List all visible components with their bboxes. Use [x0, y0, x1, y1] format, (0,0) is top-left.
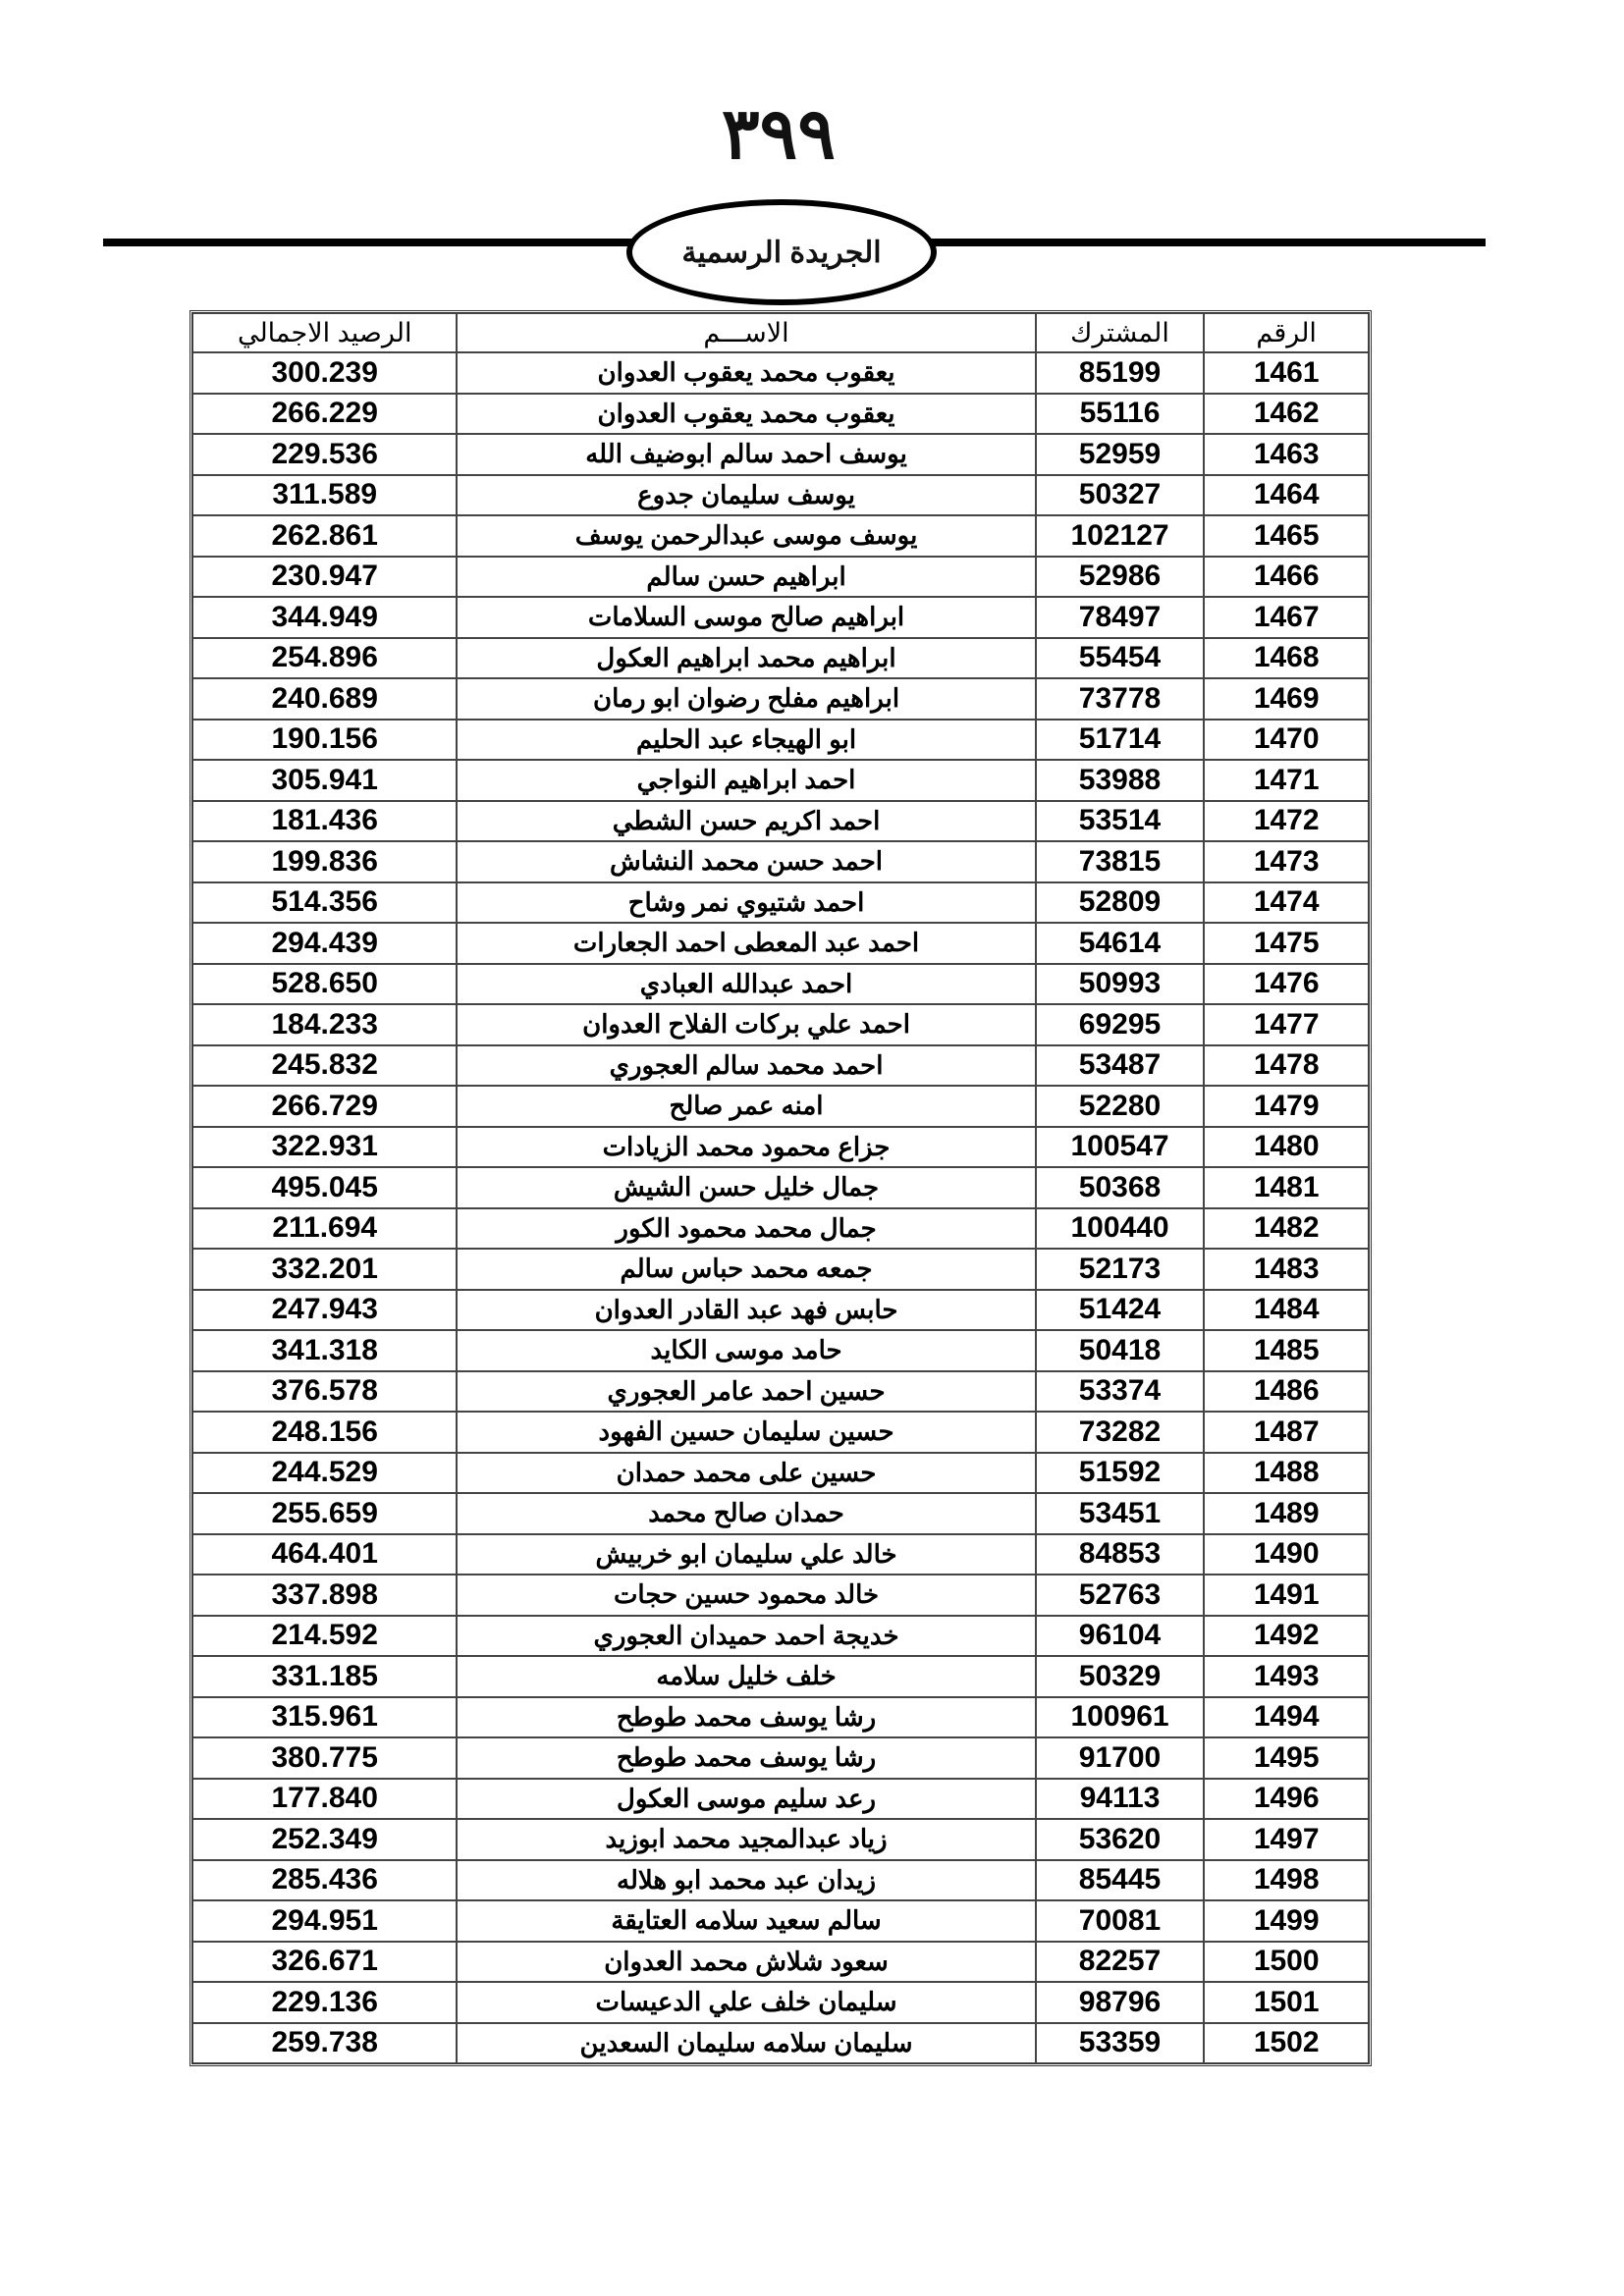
cell-subscriber: 98796: [1036, 1982, 1205, 2023]
table-row: [192, 801, 1369, 842]
table-row: [192, 1249, 1369, 1290]
table-row: [192, 1412, 1369, 1453]
cell-number: 1466: [1204, 557, 1369, 598]
cell-balance: 341.318: [192, 1330, 457, 1371]
cell-name: حسين سليمان حسين الفهود: [457, 1412, 1035, 1453]
table-row: [192, 1045, 1369, 1087]
cell-number: 1478: [1204, 1045, 1369, 1087]
table-header-row: [192, 313, 1369, 352]
table-row: [192, 720, 1369, 761]
cell-name: امنه عمر صالح: [457, 1086, 1035, 1127]
table-row: [192, 352, 1369, 394]
cell-subscriber: 84853: [1036, 1534, 1205, 1575]
cell-subscriber: 73778: [1036, 678, 1205, 720]
cell-number: 1482: [1204, 1208, 1369, 1250]
cell-balance: 376.578: [192, 1371, 457, 1413]
cell-subscriber: 82257: [1036, 1942, 1205, 1983]
table-row: [192, 1208, 1369, 1250]
cell-number: 1497: [1204, 1819, 1369, 1860]
cell-subscriber: 52763: [1036, 1575, 1205, 1616]
cell-number: 1475: [1204, 923, 1369, 964]
cell-balance: 245.832: [192, 1045, 457, 1087]
table-row: [192, 1860, 1369, 1901]
cell-balance: 184.233: [192, 1004, 457, 1045]
cell-subscriber: 50368: [1036, 1167, 1205, 1208]
cell-subscriber: 53359: [1036, 2023, 1205, 2064]
cell-number: 1471: [1204, 760, 1369, 801]
cell-number: 1479: [1204, 1086, 1369, 1127]
cell-subscriber: 51592: [1036, 1453, 1205, 1494]
table-row: [192, 434, 1369, 475]
cell-balance: 380.775: [192, 1737, 457, 1779]
cell-name: ابراهيم محمد ابراهيم العكول: [457, 638, 1035, 679]
table-row: [192, 1779, 1369, 1820]
cell-subscriber: 55116: [1036, 394, 1205, 435]
table-row: [192, 597, 1369, 638]
cell-name: جزاع محمود محمد الزيادات: [457, 1127, 1035, 1168]
cell-balance: 181.436: [192, 801, 457, 842]
cell-balance: 514.356: [192, 882, 457, 924]
cell-subscriber: 51424: [1036, 1290, 1205, 1331]
cell-number: 1483: [1204, 1249, 1369, 1290]
cell-number: 1498: [1204, 1860, 1369, 1901]
cell-subscriber: 53374: [1036, 1371, 1205, 1413]
cell-subscriber: 100440: [1036, 1208, 1205, 1250]
table-row: [192, 678, 1369, 720]
cell-balance: 322.931: [192, 1127, 457, 1168]
cell-number: 1468: [1204, 638, 1369, 679]
cell-name: يعقوب محمد يعقوب العدوان: [457, 352, 1035, 394]
cell-subscriber: 52280: [1036, 1086, 1205, 1127]
cell-subscriber: 73282: [1036, 1412, 1205, 1453]
cell-subscriber: 50993: [1036, 964, 1205, 1005]
cell-balance: 211.694: [192, 1208, 457, 1250]
table-row: [192, 475, 1369, 516]
cell-balance: 262.861: [192, 515, 457, 557]
cell-number: 1491: [1204, 1575, 1369, 1616]
cell-subscriber: 52986: [1036, 557, 1205, 598]
table-row: [192, 1575, 1369, 1616]
cell-number: 1496: [1204, 1779, 1369, 1820]
cell-subscriber: 102127: [1036, 515, 1205, 557]
column-header-number: الرقم: [1204, 313, 1369, 352]
cell-name: ابراهيم صالح موسى السلامات: [457, 597, 1035, 638]
cell-number: 1487: [1204, 1412, 1369, 1453]
cell-name: رشا يوسف محمد طوطح: [457, 1697, 1035, 1738]
cell-number: 1470: [1204, 720, 1369, 761]
cell-name: خلف خليل سلامه: [457, 1656, 1035, 1697]
cell-name: ابراهيم حسن سالم: [457, 557, 1035, 598]
cell-number: 1476: [1204, 964, 1369, 1005]
cell-balance: 190.156: [192, 720, 457, 761]
cell-balance: 229.536: [192, 434, 457, 475]
table-row: [192, 760, 1369, 801]
cell-name: خالد محمود حسين حجات: [457, 1575, 1035, 1616]
cell-balance: 464.401: [192, 1534, 457, 1575]
cell-balance: 344.949: [192, 597, 457, 638]
cell-balance: 311.589: [192, 475, 457, 516]
cell-balance: 252.349: [192, 1819, 457, 1860]
cell-balance: 255.659: [192, 1493, 457, 1534]
cell-balance: 300.239: [192, 352, 457, 394]
table-row: [192, 394, 1369, 435]
cell-balance: 177.840: [192, 1779, 457, 1820]
table-row: [192, 515, 1369, 557]
cell-balance: 230.947: [192, 557, 457, 598]
table-row: [192, 638, 1369, 679]
cell-balance: 294.951: [192, 1900, 457, 1942]
cell-number: 1485: [1204, 1330, 1369, 1371]
column-header-subscriber: المشترك: [1036, 313, 1205, 352]
table-row: [192, 1697, 1369, 1738]
cell-subscriber: 52173: [1036, 1249, 1205, 1290]
page-number: ٣٩٩: [721, 91, 836, 175]
cell-name: ابو الهيجاء عبد الحليم: [457, 720, 1035, 761]
gazette-title-ellipse: [626, 199, 937, 305]
cell-name: سليمان خلف علي الدعيسات: [457, 1982, 1035, 2023]
cell-number: 1465: [1204, 515, 1369, 557]
cell-name: يوسف سليمان جدوع: [457, 475, 1035, 516]
cell-number: 1484: [1204, 1290, 1369, 1331]
cell-subscriber: 100961: [1036, 1697, 1205, 1738]
cell-balance: 247.943: [192, 1290, 457, 1331]
table-row: [192, 1656, 1369, 1697]
cell-name: احمد عبدالله العبادي: [457, 964, 1035, 1005]
table-row: [192, 1167, 1369, 1208]
cell-subscriber: 85445: [1036, 1860, 1205, 1901]
cell-name: حابس فهد عبد القادر العدوان: [457, 1290, 1035, 1331]
table-row: [192, 841, 1369, 882]
table-row: [192, 1900, 1369, 1942]
cell-name: حمدان صالح محمد: [457, 1493, 1035, 1534]
cell-name: احمد ابراهيم النواجي: [457, 760, 1035, 801]
cell-name: سليمان سلامه سليمان السعدين: [457, 2023, 1035, 2064]
cell-name: رعد سليم موسى العكول: [457, 1779, 1035, 1820]
table-row: [192, 1737, 1369, 1779]
cell-name: جمعه محمد حباس سالم: [457, 1249, 1035, 1290]
table-row: [192, 1290, 1369, 1331]
cell-name: احمد علي بركات الفلاح العدوان: [457, 1004, 1035, 1045]
cell-subscriber: 50327: [1036, 475, 1205, 516]
cell-number: 1493: [1204, 1656, 1369, 1697]
gazette-title: الجريدة الرسمية: [681, 236, 882, 269]
table-row: [192, 2023, 1369, 2064]
cell-number: 1477: [1204, 1004, 1369, 1045]
cell-name: جمال محمد محمود الكور: [457, 1208, 1035, 1250]
cell-subscriber: 51714: [1036, 720, 1205, 761]
cell-name: احمد عبد المعطى احمد الجعارات: [457, 923, 1035, 964]
cell-subscriber: 70081: [1036, 1900, 1205, 1942]
cell-subscriber: 55454: [1036, 638, 1205, 679]
cell-name: يوسف موسى عبدالرحمن يوسف: [457, 515, 1035, 557]
cell-name: حسين احمد عامر العجوري: [457, 1371, 1035, 1413]
cell-subscriber: 73815: [1036, 841, 1205, 882]
cell-number: 1499: [1204, 1900, 1369, 1942]
cell-name: خديجة احمد حميدان العجوري: [457, 1616, 1035, 1657]
cell-number: 1492: [1204, 1616, 1369, 1657]
table-row: [192, 1819, 1369, 1860]
cell-name: يوسف احمد سالم ابوضيف الله: [457, 434, 1035, 475]
table-row: [192, 1453, 1369, 1494]
cell-balance: 240.689: [192, 678, 457, 720]
cell-subscriber: 52809: [1036, 882, 1205, 924]
table-row: [192, 1616, 1369, 1657]
table-row: [192, 1371, 1369, 1413]
cell-subscriber: 78497: [1036, 597, 1205, 638]
cell-subscriber: 53620: [1036, 1819, 1205, 1860]
cell-balance: 254.896: [192, 638, 457, 679]
cell-number: 1490: [1204, 1534, 1369, 1575]
cell-name: ابراهيم مفلح رضوان ابو رمان: [457, 678, 1035, 720]
cell-name: رشا يوسف محمد طوطح: [457, 1737, 1035, 1779]
cell-name: حسين على محمد حمدان: [457, 1453, 1035, 1494]
cell-balance: 315.961: [192, 1697, 457, 1738]
cell-subscriber: 94113: [1036, 1779, 1205, 1820]
cell-number: 1502: [1204, 2023, 1369, 2064]
cell-balance: 229.136: [192, 1982, 457, 2023]
cell-balance: 326.671: [192, 1942, 457, 1983]
table-row: [192, 964, 1369, 1005]
cell-name: زياد عبدالمجيد محمد ابوزيد: [457, 1819, 1035, 1860]
cell-number: 1489: [1204, 1493, 1369, 1534]
table-row: [192, 1493, 1369, 1534]
cell-balance: 266.729: [192, 1086, 457, 1127]
cell-number: 1488: [1204, 1453, 1369, 1494]
cell-number: 1480: [1204, 1127, 1369, 1168]
cell-number: 1463: [1204, 434, 1369, 475]
cell-balance: 248.156: [192, 1412, 457, 1453]
cell-name: حامد موسى الكايد: [457, 1330, 1035, 1371]
balances-table: [189, 310, 1372, 2066]
cell-balance: 266.229: [192, 394, 457, 435]
cell-balance: 285.436: [192, 1860, 457, 1901]
table-row: [192, 1534, 1369, 1575]
cell-name: خالد علي سليمان ابو خربيش: [457, 1534, 1035, 1575]
cell-balance: 294.439: [192, 923, 457, 964]
table-row: [192, 1982, 1369, 2023]
cell-subscriber: 54614: [1036, 923, 1205, 964]
cell-number: 1472: [1204, 801, 1369, 842]
cell-subscriber: 50329: [1036, 1656, 1205, 1697]
cell-number: 1486: [1204, 1371, 1369, 1413]
column-header-balance: الرصيد الاجمالي: [192, 313, 457, 352]
cell-subscriber: 50418: [1036, 1330, 1205, 1371]
cell-subscriber: 53988: [1036, 760, 1205, 801]
cell-balance: 332.201: [192, 1249, 457, 1290]
cell-balance: 337.898: [192, 1575, 457, 1616]
cell-balance: 199.836: [192, 841, 457, 882]
cell-subscriber: 53451: [1036, 1493, 1205, 1534]
cell-balance: 214.592: [192, 1616, 457, 1657]
cell-subscriber: 52959: [1036, 434, 1205, 475]
cell-balance: 528.650: [192, 964, 457, 1005]
cell-subscriber: 96104: [1036, 1616, 1205, 1657]
table-row: [192, 1942, 1369, 1983]
cell-number: 1474: [1204, 882, 1369, 924]
cell-number: 1467: [1204, 597, 1369, 638]
cell-number: 1462: [1204, 394, 1369, 435]
cell-number: 1464: [1204, 475, 1369, 516]
cell-name: احمد حسن محمد النشاش: [457, 841, 1035, 882]
cell-subscriber: 100547: [1036, 1127, 1205, 1168]
cell-number: 1469: [1204, 678, 1369, 720]
cell-name: احمد اكريم حسن الشطي: [457, 801, 1035, 842]
table-row: [192, 557, 1369, 598]
table-row: [192, 1086, 1369, 1127]
table-row: [192, 882, 1369, 924]
cell-subscriber: 91700: [1036, 1737, 1205, 1779]
table-row: [192, 923, 1369, 964]
cell-balance: 331.185: [192, 1656, 457, 1697]
cell-number: 1473: [1204, 841, 1369, 882]
cell-number: 1481: [1204, 1167, 1369, 1208]
column-header-name: الاســـم: [457, 313, 1035, 352]
cell-name: جمال خليل حسن الشيش: [457, 1167, 1035, 1208]
cell-number: 1495: [1204, 1737, 1369, 1779]
cell-number: 1500: [1204, 1942, 1369, 1983]
cell-balance: 244.529: [192, 1453, 457, 1494]
cell-subscriber: 69295: [1036, 1004, 1205, 1045]
cell-subscriber: 53514: [1036, 801, 1205, 842]
cell-number: 1494: [1204, 1697, 1369, 1738]
cell-name: زيدان عبد محمد ابو هلاله: [457, 1860, 1035, 1901]
cell-balance: 305.941: [192, 760, 457, 801]
cell-number: 1461: [1204, 352, 1369, 394]
cell-name: سعود شلاش محمد العدوان: [457, 1942, 1035, 1983]
cell-name: سالم سعيد سلامه العتايقة: [457, 1900, 1035, 1942]
cell-name: احمد شتيوي نمر وشاح: [457, 882, 1035, 924]
cell-name: يعقوب محمد يعقوب العدوان: [457, 394, 1035, 435]
cell-number: 1501: [1204, 1982, 1369, 2023]
cell-subscriber: 85199: [1036, 352, 1205, 394]
table-row: [192, 1004, 1369, 1045]
cell-balance: 495.045: [192, 1167, 457, 1208]
table-row: [192, 1127, 1369, 1168]
cell-subscriber: 53487: [1036, 1045, 1205, 1087]
cell-balance: 259.738: [192, 2023, 457, 2064]
table-row: [192, 1330, 1369, 1371]
cell-name: احمد محمد سالم العجوري: [457, 1045, 1035, 1087]
